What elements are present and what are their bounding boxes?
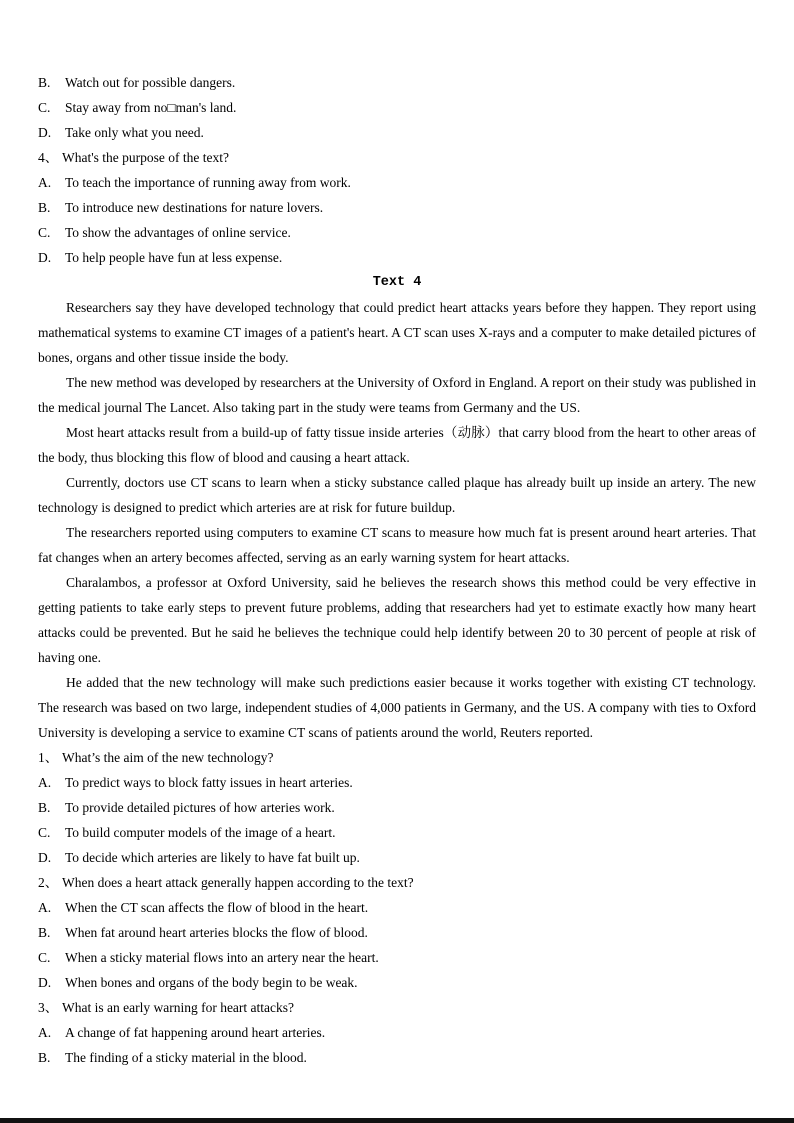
option-label: C. [38, 100, 51, 115]
option-label: D. [38, 250, 52, 265]
option-line [38, 120, 756, 145]
question-number: 4、 [38, 150, 59, 165]
option-line [38, 170, 756, 195]
option-line [38, 220, 756, 245]
option-text: Stay away from no□man's land. [65, 100, 237, 115]
passage-paragraph: Researchers say they have developed technology that could predict heart attacks years before they happen. They report using mathematical systems to examine CT images of a patient's heart. A CT scan uses X-rays and a computer to make detailed pictures of bones, organs and other tissue inside the body. [38, 300, 756, 365]
option-label: B. [38, 1050, 51, 1065]
question-stem [38, 995, 756, 1020]
option-text: To help people have fun at less expense. [65, 250, 283, 265]
option-label: C. [38, 950, 51, 965]
option-label: B. [38, 925, 51, 940]
option-text: The finding of a sticky material in the blood. [65, 1050, 307, 1065]
option-text: To show the advantages of online service. [65, 225, 291, 240]
option-text: To predict ways to block fatty issues in heart arteries. [65, 775, 353, 790]
question-number: 1、 [38, 750, 59, 765]
option-line [38, 845, 756, 870]
question-stem [38, 145, 756, 170]
question-stem [38, 745, 756, 770]
question-text: What's the purpose of the text? [62, 150, 230, 165]
option-label: B. [38, 800, 51, 815]
section-heading: Text 4 [372, 275, 422, 290]
question-text: When does a heart attack generally happen according to the text? [62, 875, 414, 890]
option-text: To introduce new destinations for nature lovers. [65, 200, 324, 215]
option-text: To decide which arteries are likely to have fat built up. [65, 850, 360, 865]
passage-paragraph: Currently, doctors use CT scans to learn when a sticky substance called plaque has already built up inside an artery. The new technology is designed to predict which arteries are at risk for future buildup. [38, 475, 756, 515]
question-text: What’s the aim of the new technology? [62, 750, 274, 765]
option-text: Take only what you need. [65, 125, 204, 140]
option-label: A. [38, 900, 52, 915]
passage-paragraph: The new method was developed by researchers at the University of Oxford in England. A report on their study was published in the medical journal The Lancet. Also taking part in the study were teams from Germany and the US. [38, 375, 756, 415]
passage-paragraph: The researchers reported using computers to examine CT scans to measure how much fat is present around heart arteries. That fat changes when an artery becomes affected, serving as an early warning system for heart attacks. [38, 525, 756, 565]
option-line [38, 795, 756, 820]
option-line [38, 820, 756, 845]
option-line [38, 770, 756, 795]
option-text: When bones and organs of the body begin to be weak. [65, 975, 358, 990]
option-line [38, 195, 756, 220]
option-line [38, 70, 756, 95]
question-number: 3、 [38, 1000, 59, 1015]
passage-paragraph: Most heart attacks result from a build-up of fatty tissue inside arteries（动脉）that carry blood from the heart to other areas of the body, thus blocking this flow of blood and causing a heart attack. [38, 425, 756, 465]
option-label: C. [38, 225, 51, 240]
page-bottom-edge [0, 1118, 794, 1123]
option-line [38, 895, 756, 920]
option-text: To provide detailed pictures of how arteries work. [65, 800, 335, 815]
option-line [38, 945, 756, 970]
option-label: B. [38, 75, 51, 90]
passage-paragraph: He added that the new technology will make such predictions easier because it works together with existing CT technology. The research was based on two large, independent studies of 4,000 patients in Germany, and the US. A company with ties to Oxford University is developing a service to examine CT scans of patients around the world, Reuters reported. [38, 675, 756, 740]
option-label: B. [38, 200, 51, 215]
option-text: When a sticky material flows into an artery near the heart. [65, 950, 379, 965]
option-label: D. [38, 125, 52, 140]
option-line [38, 970, 756, 995]
option-label: A. [38, 775, 52, 790]
question-number: 2、 [38, 875, 59, 890]
question-text: What is an early warning for heart attacks? [62, 1000, 295, 1015]
option-text: To teach the importance of running away from work. [65, 175, 351, 190]
option-line [38, 245, 756, 270]
option-label: A. [38, 1025, 52, 1040]
option-label: D. [38, 975, 52, 990]
option-label: C. [38, 825, 51, 840]
option-text: To build computer models of the image of a heart. [65, 825, 336, 840]
option-text: A change of fat happening around heart arteries. [65, 1025, 326, 1040]
option-text: Watch out for possible dangers. [65, 75, 236, 90]
option-line [38, 1045, 756, 1070]
option-line [38, 1020, 756, 1045]
option-line [38, 920, 756, 945]
passage-paragraph: Charalambos, a professor at Oxford University, said he believes the research shows this method could be very effective in getting patients to take early steps to prevent future problems, adding that researchers had yet to estimate exactly how many heart attacks could be prevented. But he said he believes the technique could help identify between 20 to 30 percent of people at risk of having one. [38, 575, 756, 665]
option-text: When the CT scan affects the flow of blood in the heart. [65, 900, 369, 915]
question-stem [38, 870, 756, 895]
option-text: When fat around heart arteries blocks the flow of blood. [65, 925, 368, 940]
option-label: A. [38, 175, 52, 190]
option-line [38, 95, 756, 120]
option-label: D. [38, 850, 52, 865]
